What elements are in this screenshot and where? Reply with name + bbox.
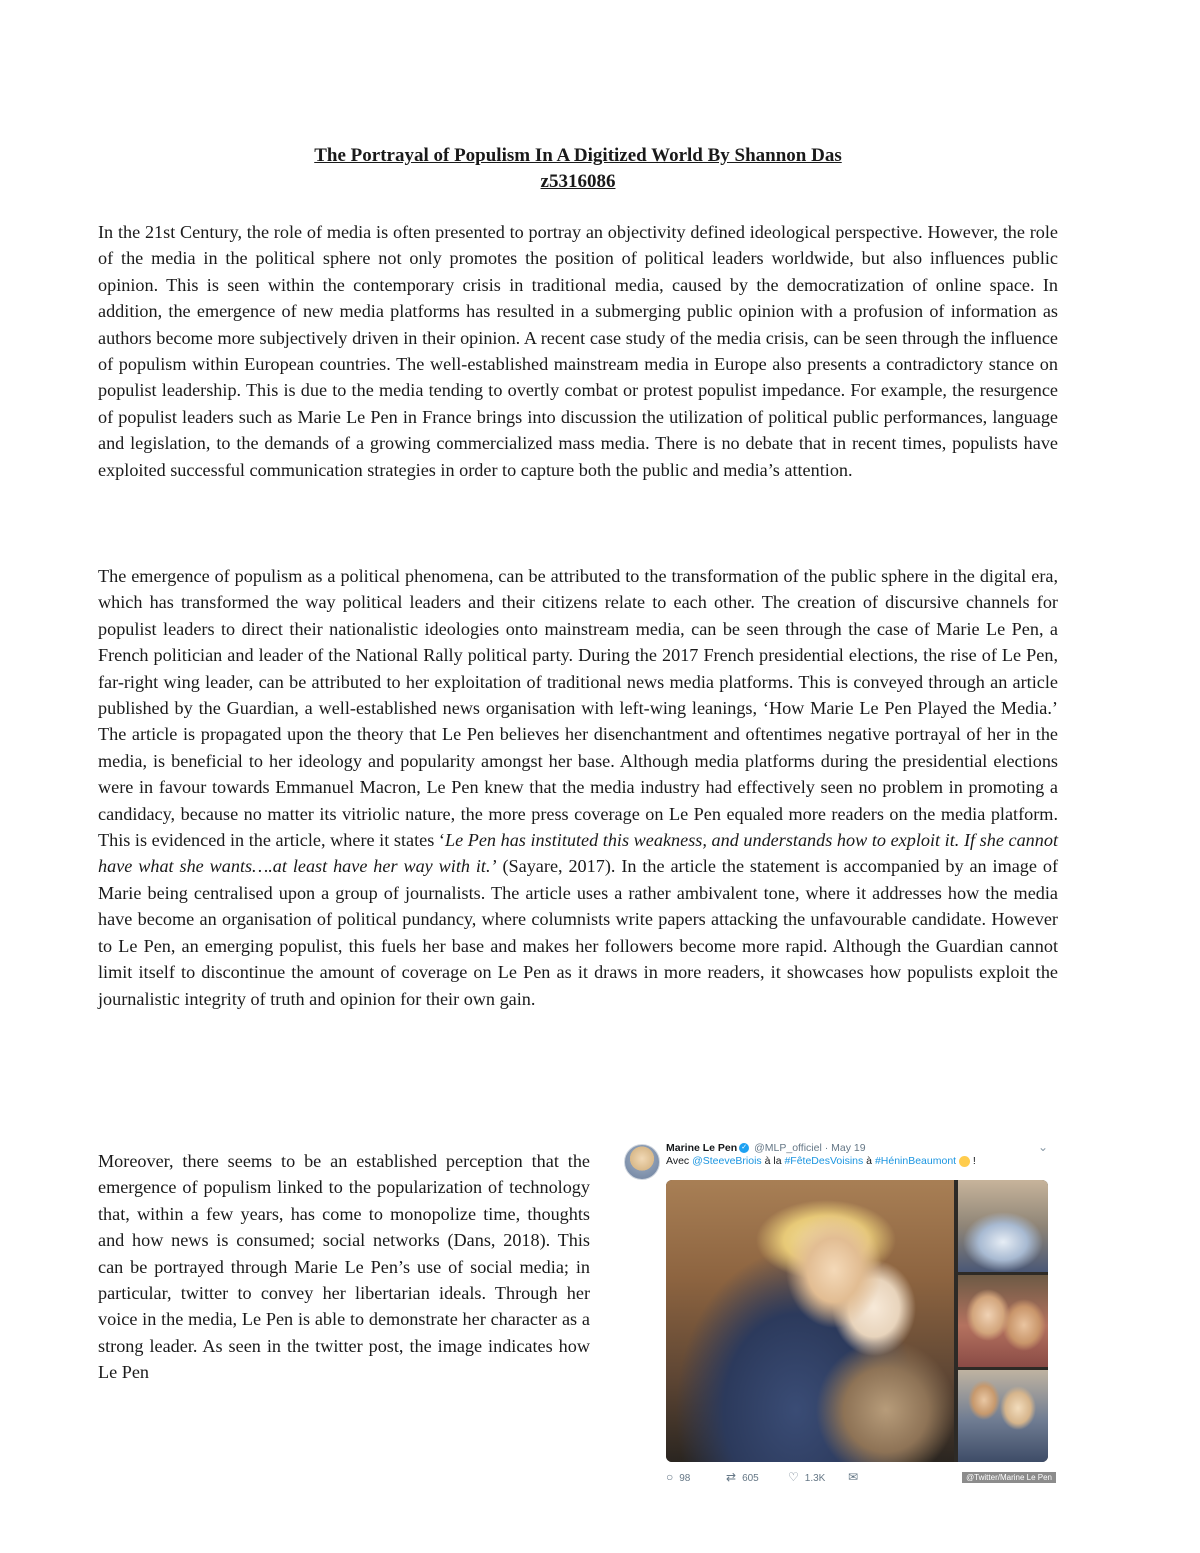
tweet-actions bbox=[666, 1470, 1056, 1488]
paragraph-text-after-quote: (Sayare, 2017). In the article the statement is accompanied by an image of Marie being centralised upon a group of journalists. The article uses a rather ambivalent tone, where it addresses how the media have become an organisation of political pundancy, where columnists write papers attacking the unfavourable candidate. However to Le Pen, an emerging populist, this fuels her base and makes her followers become more rapid. Although the Guardian cannot limit itself to discontinue the amount of coverage on Le Pen as it draws in more readers, it showcases how populists exploit the journalistic integrity of truth and opinion for their own gain. bbox=[98, 856, 1058, 1009]
tweet-handle-date: @MLP_officiel · May 19 bbox=[754, 1142, 866, 1154]
embedded-tweet bbox=[618, 1136, 1060, 1492]
tweet-photo-grid bbox=[666, 1180, 1048, 1462]
tweet-text bbox=[666, 1155, 976, 1167]
title-line-1: The Portrayal of Populism In A Digitized World By Shannon Das bbox=[314, 145, 842, 166]
paragraph-social-media: Moreover, there seems to be an established perception that the emergence of populism linked to the popularization of technology that, within a few years, has come to monopolize time, thoughts and how news is consumed; social networks (Dans, 2018). This can be portrayed through Marie Le Pen’s use of social media; in particular, twitter to convey her libertarian ideals. Through her voice in the media, Le Pen is able to demonstrate her character as a strong leader. As seen in the twitter post, the image indicates how Le Pen bbox=[98, 1151, 590, 1383]
tweet-hashtag-2: #HéninBeaumont bbox=[874, 1155, 957, 1167]
like-action bbox=[788, 1470, 825, 1484]
verified-badge-icon: ✓ bbox=[739, 1143, 749, 1153]
paragraph-intro: In the 21st Century, the role of media is often presented to portray an objectivity defined ideological perspective. However, the role of the media in the political sphere not only promotes the position of political leaders worldwide, but also influences public opinion. This is seen within the contemporary crisis in traditional media, caused by the democratization of online space. In addition, the emergence of new media platforms has resulted in a submerging public opinion with a profusion of information as authors become more subjectively driven in their opinion. A recent case study of the media crisis, can be seen through the influence of populism within European countries. The well-established mainstream media in Europe also presents a contradictory stance on populist leadership. This is due to the media tending to overtly combat or protest populist impedance. For example, the resurgence of populist leaders such as Marie Le Pen in France brings into discussion the utilization of political public performances, language and legislation, to the demands of a growing commercialized mass media. There is no debate that in recent times, populists have exploited successful communication strategies in order to capture both the public and media’s attention. bbox=[98, 222, 1058, 480]
paragraph-text-before-quote: The emergence of populism as a political phenomena, can be attributed to the transformation of the public sphere in the digital era, which has transformed the way political leaders and their citizens relate to each other. The creation of discursive channels for populist leaders to direct their nationalistic ideologies onto mainstream media, can be seen through the case of Marie Le Pen, a French politician and leader of the National Rally political party. During the 2017 French presidential elections, the rise of Le Pen, far-right wing leader, can be attributed to her exploitation of traditional news media platforms. This is conveyed through an article published by the Guardian, a well-established news organisation with left-wing leanings, ‘How Marie Le Pen Played the Media.’ The article is propagated upon the theory that Le Pen believes her disenchantment and oftentimes negative portrayal of her in the media, is beneficial to her ideology and popularity amongst her base. Although media platforms during the presidential elections were in favour towards Emmanuel Macron, Le Pen knew that the media industry had effectively seen no problem in promoting a candidacy, because no matter its vitriolic nature, the more press coverage on Le Pen equaled more readers on the media platform. This is evidenced in the article, where it states ‘ bbox=[98, 566, 1058, 851]
heart-icon: ♡ bbox=[788, 1470, 799, 1484]
envelope-icon: ✉ bbox=[848, 1470, 859, 1484]
chevron-down-icon: ⌄ bbox=[1037, 1140, 1048, 1154]
article-quote: Le Pen has instituted this weakness, and understands how to exploit it. If she cannot have what she wants….at least have her way with it.’ bbox=[98, 830, 1058, 877]
reply-count: 98 bbox=[679, 1473, 691, 1484]
smile-emoji-icon bbox=[959, 1156, 970, 1167]
tweet-mention: @SteeveBriois bbox=[692, 1155, 762, 1167]
tweet-text-mid: à la bbox=[761, 1155, 785, 1167]
tweet-photo-side-2 bbox=[958, 1275, 1048, 1367]
tweet-header bbox=[666, 1142, 976, 1168]
tweet-hashtag-1: #FêteDesVoisins bbox=[784, 1155, 864, 1167]
tweet-photo-side-3 bbox=[958, 1370, 1048, 1462]
retweet-count: 605 bbox=[742, 1473, 759, 1484]
paragraph-guardian-analysis bbox=[98, 563, 1058, 1012]
tweet-photo-side-1 bbox=[958, 1180, 1048, 1272]
retweet-action bbox=[726, 1470, 759, 1484]
retweet-icon: ⇄ bbox=[726, 1470, 737, 1484]
reply-icon: ○ bbox=[666, 1470, 674, 1484]
tweet-author-name: Marine Le Pen bbox=[666, 1142, 738, 1154]
reply-action bbox=[666, 1470, 690, 1484]
dm-action bbox=[848, 1470, 864, 1484]
tweet-text-suffix: ! bbox=[970, 1155, 976, 1167]
image-credit: @Twitter/Marine Le Pen bbox=[962, 1472, 1056, 1483]
title-line-2-student-id: z5316086 bbox=[540, 171, 616, 192]
tweet-text-mid2: à bbox=[863, 1155, 875, 1167]
document-title bbox=[98, 143, 1058, 195]
like-count: 1.3K bbox=[804, 1473, 826, 1484]
tweet-photo-main bbox=[666, 1180, 954, 1462]
avatar bbox=[624, 1144, 660, 1180]
tweet-text-prefix: Avec bbox=[666, 1155, 693, 1167]
